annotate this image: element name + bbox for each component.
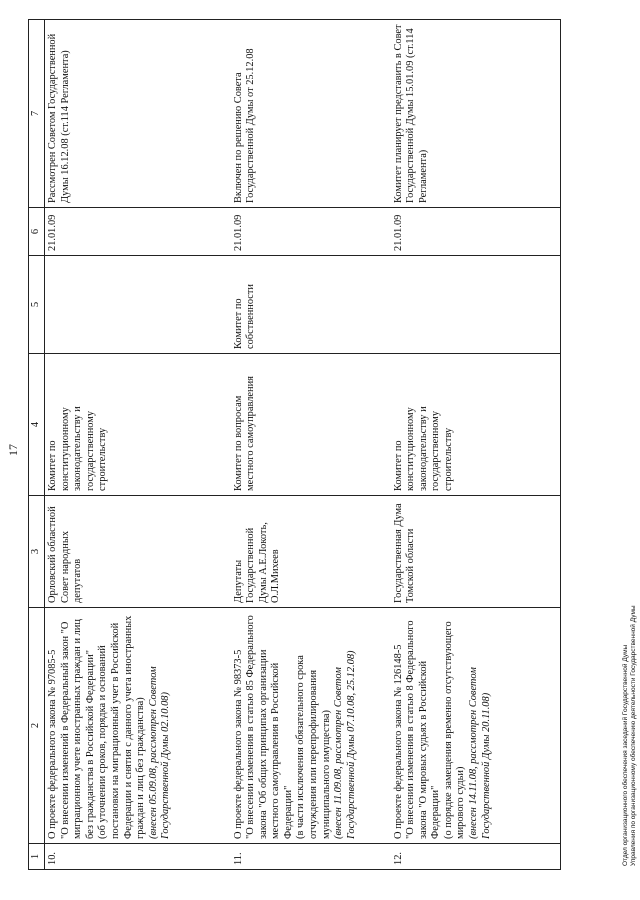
co-committee-cell [391,256,561,354]
agenda-table [28,19,561,870]
bill-title: О проекте федерального закона № 97085-5 [47,649,58,839]
bill-cell [391,608,561,844]
initiator-cell: Депутаты Государственной Думы А.Е.Локоть, О.Л.Михеев [231,496,391,608]
bill-subject: "О внесении изменения в статью 8 Федерального закона "О мировых судьях в Российской Федерации" [405,620,442,839]
column-number-row [29,20,45,870]
bill-subject: "О внесении изменений в Федеральный закон "О миграционном учете иностранных граждан и лиц без гражданства в Российской Федерации" [59,619,96,839]
bill-title: О проекте федерального закона № 126148-5 [392,644,404,839]
initiator-cell: Орловский областной Совет народных депутатов [45,496,231,608]
page-number: 17 [6,444,20,456]
bill-cell [45,608,231,844]
bill-description: (в части исключения обязательного срока отчуждения или перепрофилирования муниципального имущества) [295,655,332,839]
footer [622,605,638,866]
co-committee-cell [45,256,231,354]
date-cell: 21.01.09 [231,208,391,256]
committee-cell: Комитет по конституционному законодательству и государственному строительству [45,354,231,496]
bill-note: (внесен 14.11.08, рассмотрен Советом Государственной Думы 20.11.08) [468,667,492,839]
date-cell: 21.01.09 [45,208,231,256]
column-header: 1 [29,844,45,870]
co-committee-cell: Комитет по собственности [231,256,391,354]
committee-cell: Комитет по вопросам местного самоуправления [231,354,391,496]
bill-note: (внесен 05.09.08, рассмотрен Советом Государственной Думы 02.10.08) [147,666,172,839]
bill-cell [231,608,391,844]
bill-description: (об уточнении сроков, порядка и оснований постановки на миграционный учет в Российской Федерации и снятия с данного учета иностранных граждан и лиц без гражданства) [97,615,147,839]
footer-line: Отдел организационного обеспечения заседаний Государственной Думы [622,644,629,866]
bill-subject: "О внесении изменения в статью 85 Федерального закона "Об общих принципах организации местного самоуправления в Российской Федерации" [245,615,294,839]
column-header: 4 [29,354,45,496]
table-row [391,20,561,870]
column-header: 5 [29,256,45,354]
column-header: 7 [29,20,45,208]
bill-title: О проекте федерального закона № 98373-5 [232,649,244,839]
date-cell: 21.01.09 [391,208,561,256]
status-cell: Включен по решению Совета Государственной Думы от 25.12.08 [231,20,391,208]
initiator-cell: Государственная Дума Томской области [391,496,561,608]
bill-description: (о порядке замещения временно отсутствующего мирового судьи) [442,621,467,839]
bill-note: (внесен 11.09.08, рассмотрен Советом Государственной Думы 07.10.08, 25.12.08) [333,650,357,839]
column-header: 3 [29,496,45,608]
committee-cell: Комитет по конституционному законодательству и государственному строительству [391,354,561,496]
column-header: 6 [29,208,45,256]
status-cell: Комитет планирует представить в Совет Государственной Думы 15.01.09 (ст.114 Регламента) [391,20,561,208]
column-header: 2 [29,608,45,844]
footer-line: Управления по организационному обеспечению деятельности Государственной Думы [630,605,637,866]
table-row [231,20,391,870]
table-row [45,20,231,870]
row-number: 10. [45,844,231,870]
status-cell: Рассмотрен Советом Государственной Думы 16.12.08 (ст.114 Регламента) [45,20,231,208]
row-number: 12. [391,844,561,870]
row-number: 11. [231,844,391,870]
